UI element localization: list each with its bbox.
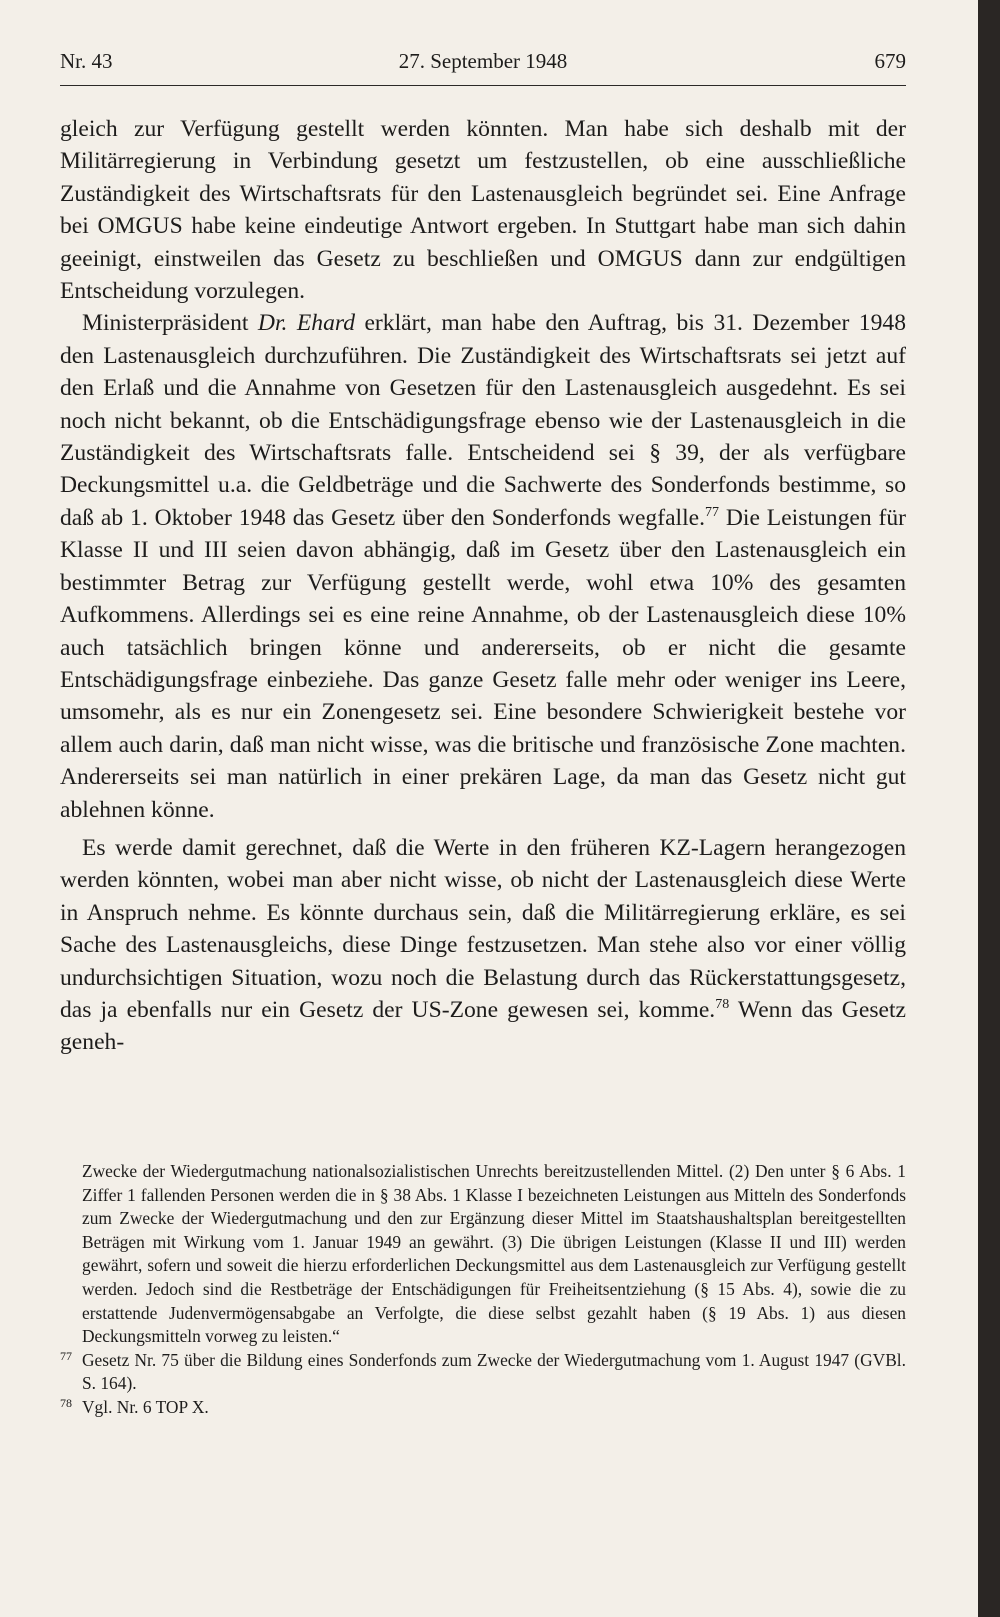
footnote-continuation: Zwecke der Wiedergutmachung nationalsozialistischen Unrechts bereitzustellenden Mittel. (2) Den unter § 6 Abs. 1 Ziffer 1 fallenden Personen werden die in § 38 Abs. 1 Klasse I bezeichneten Leistungen aus Mitteln des Sonderfonds zum Zwecke der Wiedergutmachung und den zur Ergänzung dieser Mittel im Staatshaushaltsplan bereitgestellten Beträgen mit Wirkung vom 1. Januar 1949 an gewährt. (3) Die übrigen Leistungen (Klasse II und III) werden gewährt, sofern und soweit die hierzu erforderlichen Deckungsmittel aus dem Lastenausgleich zur Verfügung gestellt werden. Jedoch sind die Restbeträge der Entschädigungen für Freiheitsentziehung (§ 15 Abs. 4), sowie die zu erstattende Judenvermögensabgabe an Verfolgte, die diese selbst gezahlt haben (§ 19 Abs. 1) aus diesen Deckungsmitteln vorweg zu leisten.“ (82, 1161, 906, 1347)
footnote-text-78: Vgl. Nr. 6 TOP X. (82, 1396, 209, 1417)
paragraph-3-main: Es werde damit gerechnet, daß die Werte in den früheren KZ-Lagern herangezogen werden könnten, wobei man aber nicht wisse, ob nicht der Lastenausgleich diese Werte in Anspruch nehme. Es könnte durchaus sein, daß die Militärregierung erkläre, es sei Sache des Lastenausgleichs, diese Dinge festzusetzen. Man stehe also vor einer völlig undurchsichtigen Situation, wozu noch die Belastung durch das Rückerstattungsgesetz, das ja ebenfalls nur ein Gesetz der US-Zone gewesen sei, komme. (60, 834, 906, 1023)
footnote-ref-77: 77 (705, 504, 720, 520)
body-text (60, 113, 906, 1059)
paragraph-1: gleich zur Verfügung gestellt werden könnten. Man habe sich deshalb mit der Militärregierung in Verbindung gesetzt um festzustellen, ob eine ausschließliche Zuständigkeit des Wirtschaftsrats für den Lastenausgleich begründet sei. Eine Anfrage bei OMGUS habe keine eindeutige Antwort ergeben. In Stuttgart habe man sich dahin geeinigt, einstweilen das Gesetz zu beschließen und OMGUS dann zur endgültigen Entscheidung vorzulegen. (60, 116, 906, 305)
footnote-ref-78: 78 (715, 996, 730, 1012)
paragraph-2 (60, 307, 906, 826)
paragraph-3-rest: Wenn das Gesetz geneh- (60, 996, 907, 1056)
footnote-number-77: 77 (60, 1348, 72, 1363)
footnotes (60, 1160, 906, 1420)
running-header (60, 46, 906, 80)
speaker-title: Dr. (257, 310, 288, 337)
paragraph-2-main: erklärt, man habe den Auftrag, bis 31. Dezember 1948 den Lastenausgleich durchzuführen. Die Zuständigkeit des Wirtschaftsrats sei jetzt auf den Erlaß und die Annahme von Gesetzen für den Lastenausgleich ausgedehnt. Es sei noch nicht bekannt, ob die Entschädigungsfrage ebenso wie der Lastenausgleich in die Zuständigkeit des Wirtschaftsrats falle. Entscheidend sei § 39, der als verfügbare Deckungsmittel u.a. die Geldbeträge und die Sachwerte des Sonderfonds bestimme, so daß ab 1. Oktober 1948 das Gesetz über den Sonderfonds wegfalle. (60, 310, 906, 531)
scan-edge (978, 0, 1000, 1617)
page-number: 679 (874, 49, 906, 73)
header-date: 27. September 1948 (398, 49, 568, 73)
paragraph-2-prefix: Ministerpräsident (82, 310, 258, 337)
footnote-text-77: Gesetz Nr. 75 über die Bildung eines Sonderfonds zum Zwecke der Wiedergutmachung vom 1. August 1947 (GVBl. S. 164). (82, 1349, 906, 1394)
footnote-78 (60, 1396, 906, 1420)
paragraph-3 (60, 832, 906, 1059)
paragraph-2-rest: Die Leistungen für Klasse II und III seien davon abhängig, daß im Gesetz über den Lastenausgleich ein bestimmter Betrag zur Verfügung gestellt werde, wohl etwa 10% des gesamten Aufkommens. Allerdings sei es eine reine Annahme, ob der Lastenausgleich diese 10% auch tatsächlich bringen könne und andererseits, ob er nicht die gesamte Entschädigungsfrage einbeziehe. Das ganze Gesetz falle mehr oder weniger ins Leere, umsomehr, als es nur ein Zonengesetz sei. Eine besondere Schwierigkeit bestehe vor allem auch darin, daß man nicht wisse, was die britische und französische Zone machten. Andererseits sei man natürlich in einer prekären Lage, da man das Gesetz nicht gut ablehnen könne. (60, 504, 906, 823)
footnote-number-78: 78 (60, 1395, 72, 1410)
footnote-77 (60, 1349, 906, 1396)
header-rule (60, 85, 906, 86)
issue-number: Nr. 43 (60, 49, 113, 73)
speaker-name: Ehard (296, 310, 355, 337)
